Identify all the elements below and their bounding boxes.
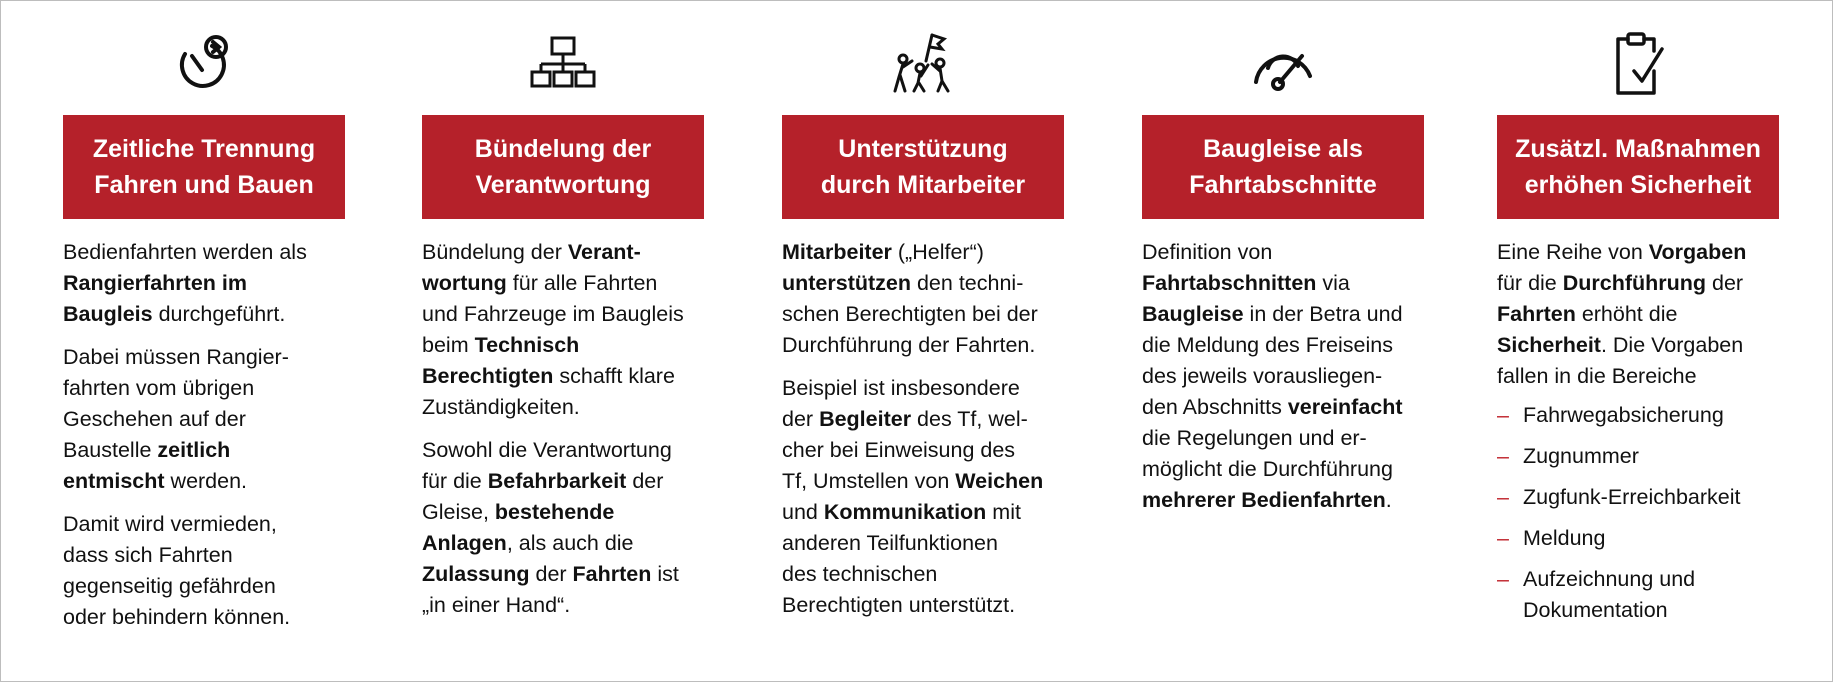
list-item: – Zugnummer (1497, 441, 1779, 472)
list-item: – Fahrwegabsicherung (1497, 400, 1779, 431)
paragraph: Bündelung der Verant- wortung für alle Fahrten und Fahrzeuge im Baugleis beim Technisch Berechtigten schafft klare Zuständigkeiten. (422, 240, 684, 419)
clipboard-check-icon (1497, 29, 1779, 99)
column-title: Zusätzl. Maßnahmen erhöhen Sicherheit (1497, 115, 1779, 219)
column-title: Unterstützung durch Mitarbeiter (782, 115, 1064, 219)
dash-bullet: – (1497, 403, 1509, 427)
paragraph: Eine Reihe von Vorgaben für die Durchführung der Fahrten erhöht die Sicherheit. Die Vorgaben fallen in die Bereiche (1497, 240, 1747, 388)
paragraph: Definition von Fahrtabschnitten via Baugleise in der Betra und die Meldung des Freiseins des jeweils vorausliegen- den Abschnitts vereinfacht die Regelungen und er- möglicht die Durchführung mehrerer Bedienfahrten. (1142, 240, 1403, 512)
paragraph: Mitarbeiter („Helfer“) unterstützen den techni- schen Berechtigten bei der Durchführung der Fahrten. (782, 240, 1038, 357)
dash-bullet: – (1497, 485, 1509, 509)
paragraph: Damit wird vermieden, dass sich Fahrten gegenseitig gefährden oder behindern können. (63, 512, 291, 629)
column-text (63, 237, 345, 645)
paragraph: Dabei müssen Rangier- fahrten vom übrigen Geschehen auf der Baustelle zeitlich entmischt werden. (63, 345, 289, 493)
measure-list (1497, 400, 1779, 626)
column-text (422, 237, 704, 633)
stopwatch-icon (63, 29, 345, 99)
column-title: Baugleise als Fahrtabschnitte (1142, 115, 1424, 219)
org-chart-icon (422, 29, 704, 99)
team-flag-icon (782, 29, 1064, 99)
paragraph: Beispiel ist insbesondere der Begleiter des Tf, wel- cher bei Einweisung des Tf, Umstellen von Weichen und Kommunikation mit anderen Teilfunktionen des technischen Berechtigten unterstützt. (782, 376, 1044, 617)
column-title: Bündelung der Verantwortung (422, 115, 704, 219)
column-text (782, 237, 1064, 633)
dash-bullet: – (1497, 567, 1509, 591)
list-item: – Meldung (1497, 523, 1779, 554)
dash-bullet: – (1497, 526, 1509, 550)
column-text (1142, 237, 1424, 528)
paragraph: Sowohl die Verantwortung für die Befahrbarkeit der Gleise, bestehende Anlagen, als auch die Zulassung der Fahrten ist „in einer Hand“. (422, 438, 679, 617)
paragraph: Bedienfahrten werden als Rangierfahrten im Baugleis durchgeführt. (63, 240, 307, 326)
gauge-icon (1142, 29, 1424, 99)
list-item: – Aufzeichnung und Dokumentation (1497, 564, 1779, 626)
column-title: Zeitliche Trennung Fahren und Bauen (63, 115, 345, 219)
list-item: – Zugfunk-Erreichbarkeit (1497, 482, 1779, 513)
column-text (1497, 237, 1779, 636)
dash-bullet: – (1497, 444, 1509, 468)
